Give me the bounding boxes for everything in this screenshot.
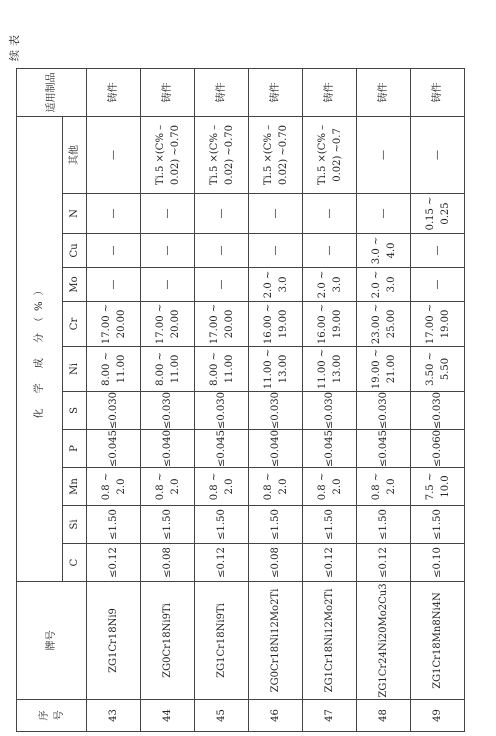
value-cell: Ti.5 ×(C% – 0.02) ~0.70	[141, 116, 195, 193]
value-cell: ≤1.50	[249, 506, 303, 544]
value-cell: ≤0.12	[87, 544, 141, 582]
value-cell: 8.00 ~ 11.00	[87, 346, 141, 391]
value-cell: 7.5 ~ 10.0	[411, 468, 465, 506]
value-cell: ≤0.030	[87, 391, 141, 429]
value-cell: —	[249, 233, 303, 267]
element-header: 其他	[63, 116, 87, 193]
use-cell: 铸件	[303, 68, 357, 116]
value-cell: Ti.5 ×(C% – 0.02) ~0.70	[249, 116, 303, 193]
value-cell: —	[249, 193, 303, 233]
use-cell: 铸件	[141, 68, 195, 116]
value-cell: —	[195, 233, 249, 267]
value-cell: —	[195, 193, 249, 233]
use-cell: 铸件	[357, 68, 411, 116]
value-cell: —	[87, 193, 141, 233]
value-cell: —	[303, 193, 357, 233]
value-cell: 0.8 ~ 2.0	[195, 468, 249, 506]
value-cell: ≤0.040	[141, 429, 195, 467]
element-header: P	[63, 429, 87, 467]
element-header: Cr	[63, 301, 87, 346]
value-cell: —	[141, 233, 195, 267]
value-cell: ≤0.08	[249, 544, 303, 582]
value-cell: ≤0.12	[195, 544, 249, 582]
value-cell: ≤0.045	[303, 429, 357, 467]
value-cell: 0.8 ~ 2.0	[141, 468, 195, 506]
value-cell: 16.00 ~ 19.00	[249, 301, 303, 346]
value-cell: —	[141, 193, 195, 233]
value-cell: ≤0.045	[195, 429, 249, 467]
grade-header: 牌号	[17, 582, 87, 700]
seq-header: 序 号	[17, 700, 87, 732]
value-cell: 2.0 ~ 3.0	[357, 267, 411, 301]
value-cell: —	[303, 233, 357, 267]
grade-cell: ZG1Cr18Mn8Ni4N	[411, 582, 465, 700]
value-cell: ≤1.50	[87, 506, 141, 544]
value-cell: 11.00 ~ 13.00	[303, 346, 357, 391]
value-cell: ≤1.50	[357, 506, 411, 544]
value-cell: —	[195, 267, 249, 301]
value-cell: 8.00 ~ 11.00	[141, 346, 195, 391]
continued-label: 续表	[8, 31, 21, 61]
table-row	[87, 68, 141, 731]
value-cell: Ti.5 ×(C% – 0.02) ~0.70	[195, 116, 249, 193]
value-cell: ≤1.50	[411, 506, 465, 544]
table-row	[303, 68, 357, 731]
grade-cell: ZG1Cr18Ni9Ti	[195, 582, 249, 700]
element-header: Mo	[63, 267, 87, 301]
element-header: S	[63, 391, 87, 429]
use-cell: 铸件	[195, 68, 249, 116]
value-cell: ≤0.030	[411, 391, 465, 429]
chem-group-header: 化 学 成 分（%）	[17, 116, 63, 581]
value-cell: 2.0 ~ 3.0	[249, 267, 303, 301]
element-header: N	[63, 193, 87, 233]
value-cell: ≤1.50	[141, 506, 195, 544]
use-cell: 铸件	[87, 68, 141, 116]
value-cell: 3.0 ~ 4.0	[357, 233, 411, 267]
value-cell: —	[357, 116, 411, 193]
value-cell: 23.00 ~ 25.00	[357, 301, 411, 346]
value-cell: 8.00 ~ 11.00	[195, 346, 249, 391]
seq-cell: 44	[141, 700, 195, 732]
value-cell: ≤0.030	[303, 391, 357, 429]
value-cell: ≤1.50	[195, 506, 249, 544]
value-cell: ≤0.060	[411, 429, 465, 467]
value-cell: 16.00 ~ 19.00	[303, 301, 357, 346]
element-header: Cu	[63, 233, 87, 267]
value-cell: 17.00 ~ 20.00	[195, 301, 249, 346]
use-header: 适用制品	[17, 68, 87, 116]
value-cell: 11.00 ~ 13.00	[249, 346, 303, 391]
value-cell: —	[87, 267, 141, 301]
value-cell: 19.00 ~ 21.00	[357, 346, 411, 391]
value-cell: —	[87, 233, 141, 267]
value-cell: 0.15 ~ 0.25	[411, 193, 465, 233]
use-cell: 铸件	[411, 68, 465, 116]
value-cell: ≤0.030	[141, 391, 195, 429]
grade-cell: ZG1Cr24Ni20Mo2Cu3	[357, 582, 411, 700]
value-cell: ≤0.10	[411, 544, 465, 582]
seq-cell: 46	[249, 700, 303, 732]
value-cell: 0.8 ~ 2.0	[357, 468, 411, 506]
value-cell: 2.0 ~ 3.0	[303, 267, 357, 301]
value-cell: —	[411, 267, 465, 301]
value-cell: 0.8 ~ 2.0	[249, 468, 303, 506]
value-cell: ≤0.040	[249, 429, 303, 467]
value-cell: 0.8 ~ 2.0	[87, 468, 141, 506]
value-cell: 17.00 ~ 19.00	[411, 301, 465, 346]
seq-cell: 43	[87, 700, 141, 732]
seq-cell: 48	[357, 700, 411, 732]
use-cell: 铸件	[249, 68, 303, 116]
value-cell: ≤0.12	[303, 544, 357, 582]
value-cell: ≤0.030	[357, 391, 411, 429]
table-row	[141, 68, 195, 731]
value-cell: —	[141, 267, 195, 301]
value-cell: 0.8 ~ 2.0	[303, 468, 357, 506]
element-header: Si	[63, 506, 87, 544]
value-cell: 3.50 ~ 5.50	[411, 346, 465, 391]
table-row	[249, 68, 303, 731]
seq-cell: 45	[195, 700, 249, 732]
value-cell: ≤0.045	[87, 429, 141, 467]
value-cell: —	[357, 193, 411, 233]
value-cell: ≤0.030	[249, 391, 303, 429]
table-row	[411, 68, 465, 731]
value-cell: ≤0.08	[141, 544, 195, 582]
value-cell: —	[411, 233, 465, 267]
value-cell: —	[411, 116, 465, 193]
value-cell: 17.00 ~ 20.00	[141, 301, 195, 346]
composition-table	[16, 68, 465, 732]
element-header: Ni	[63, 346, 87, 391]
value-cell: 17.00 ~ 20.00	[87, 301, 141, 346]
element-header: C	[63, 544, 87, 582]
seq-cell: 47	[303, 700, 357, 732]
value-cell: —	[87, 116, 141, 193]
value-cell: ≤1.50	[303, 506, 357, 544]
value-cell: Ti.5 ×(C% – 0.02) ~0.7	[303, 116, 357, 193]
element-header: Mn	[63, 468, 87, 506]
value-cell: ≤0.12	[357, 544, 411, 582]
value-cell: ≤0.030	[195, 391, 249, 429]
grade-cell: ZG0Cr18Ni9Ti	[141, 582, 195, 700]
grade-cell: ZG1Cr18Ni12Mo2Ti	[303, 582, 357, 700]
table-row	[195, 68, 249, 731]
seq-cell: 49	[411, 700, 465, 732]
grade-cell: ZG1Cr18Ni9	[87, 582, 141, 700]
table-row	[357, 68, 411, 731]
value-cell: ≤0.045	[357, 429, 411, 467]
grade-cell: ZG0Cr18Ni12Mo2Ti	[249, 582, 303, 700]
